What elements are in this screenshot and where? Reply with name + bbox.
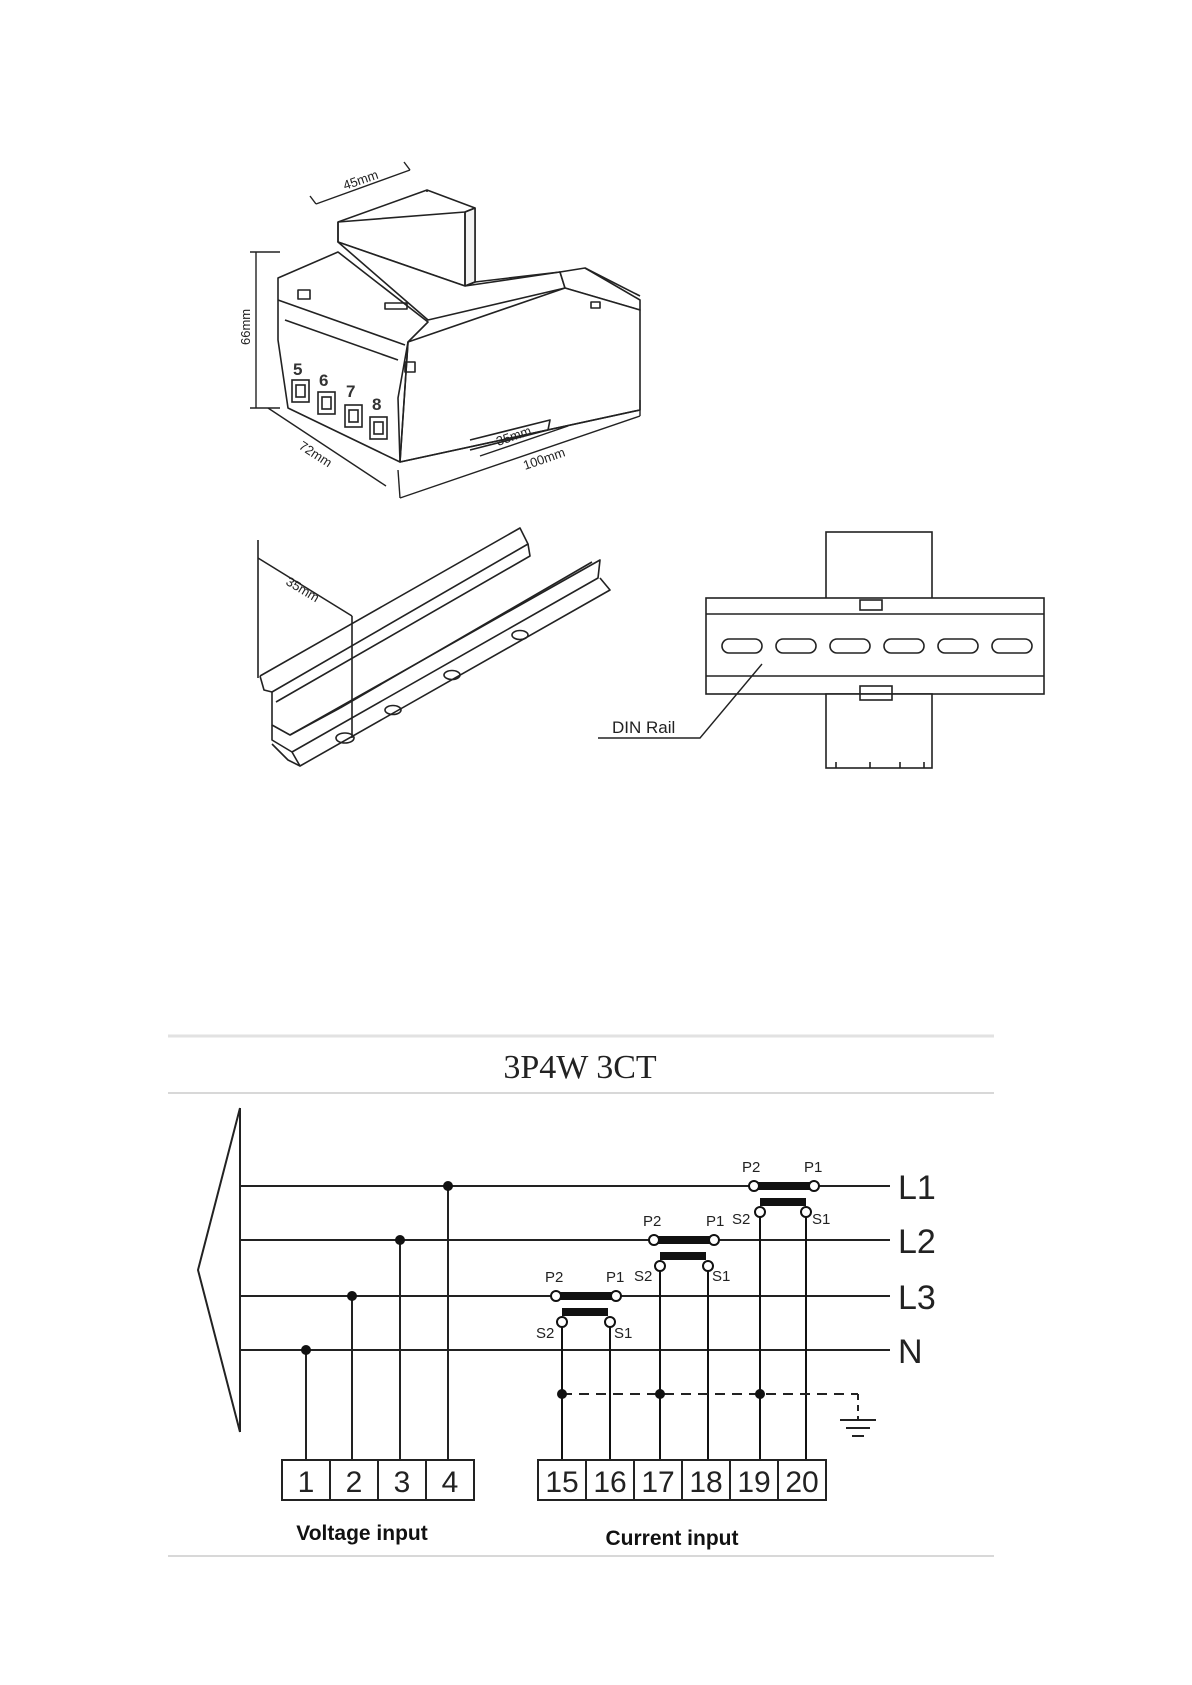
- line-label-n: N: [898, 1333, 923, 1371]
- meter-drawing: [278, 190, 640, 462]
- current-terminal: 15: [545, 1466, 579, 1499]
- ct-l2: [649, 1235, 719, 1460]
- meter-bottom-block: [826, 694, 932, 768]
- wiring-diagram: [168, 1036, 994, 1556]
- current-terminal: 17: [641, 1466, 675, 1499]
- line-label-l3: L3: [898, 1279, 936, 1317]
- current-terminal: 16: [593, 1466, 627, 1499]
- ct-l3: [551, 1291, 621, 1460]
- din-rail-front-view: [706, 532, 1044, 768]
- dim-length-label: 100mm: [521, 444, 567, 473]
- current-terminal: 20: [785, 1466, 819, 1499]
- current-terminal-block: [538, 1460, 826, 1500]
- ct-label-s2: S2: [536, 1325, 555, 1342]
- voltage-input-caption: Voltage input: [296, 1522, 428, 1545]
- current-terminal: 19: [737, 1466, 771, 1499]
- ct-label-s1: S1: [614, 1325, 633, 1342]
- wiring-title: 3P4W 3CT: [503, 1049, 657, 1086]
- meter-top-block: [826, 532, 932, 606]
- voltage-terminal: 4: [441, 1466, 459, 1499]
- terminal-number: 6: [319, 371, 329, 390]
- dim-rail-span-label: 35mm: [494, 422, 534, 449]
- ct-label-s2: S2: [634, 1268, 653, 1285]
- dim-depth-label: 72mm: [296, 437, 335, 471]
- voltage-terminal: 3: [393, 1466, 411, 1499]
- din-rail-drawing: [258, 528, 610, 766]
- junction-dot: [443, 1181, 453, 1191]
- junction-dot: [755, 1389, 765, 1399]
- line-label-l2: L2: [898, 1223, 936, 1261]
- junction-dot: [301, 1345, 311, 1355]
- ct-label-s1: S1: [712, 1268, 731, 1285]
- voltage-taps: [306, 1186, 448, 1460]
- junction-dot: [395, 1235, 405, 1245]
- ct-label-p1: P1: [804, 1159, 823, 1176]
- rail-width-label: 35mm: [283, 573, 323, 606]
- din-rail-label: DIN Rail: [612, 718, 676, 737]
- ct-label-p1: P1: [606, 1269, 625, 1286]
- voltage-terminal: 1: [297, 1466, 315, 1499]
- ground-symbol: [840, 1420, 876, 1436]
- terminal-number: 7: [346, 382, 356, 401]
- din-rail-body: [706, 598, 1044, 694]
- ct-label-p2: P2: [545, 1269, 564, 1286]
- ct-label-s2: S2: [732, 1211, 751, 1228]
- voltage-terminal: 2: [345, 1466, 363, 1499]
- ct-l1: [749, 1181, 819, 1460]
- ct-label-p2: P2: [742, 1159, 761, 1176]
- junction-dot: [557, 1389, 567, 1399]
- dim-width-label: 45mm: [341, 166, 381, 193]
- ct-label-p2: P2: [643, 1213, 662, 1230]
- current-terminal: 18: [689, 1466, 723, 1499]
- ct-label-p1: P1: [706, 1213, 725, 1230]
- terminal-number: 8: [372, 395, 382, 414]
- junction-dot: [655, 1389, 665, 1399]
- source-symbol: [198, 1108, 240, 1432]
- junction-dot: [347, 1291, 357, 1301]
- dim-height-label: 66mm: [238, 308, 253, 345]
- terminal-number: 5: [293, 360, 303, 379]
- ct-label-s1: S1: [812, 1211, 831, 1228]
- line-label-l1: L1: [898, 1169, 936, 1207]
- current-input-caption: Current input: [605, 1527, 739, 1550]
